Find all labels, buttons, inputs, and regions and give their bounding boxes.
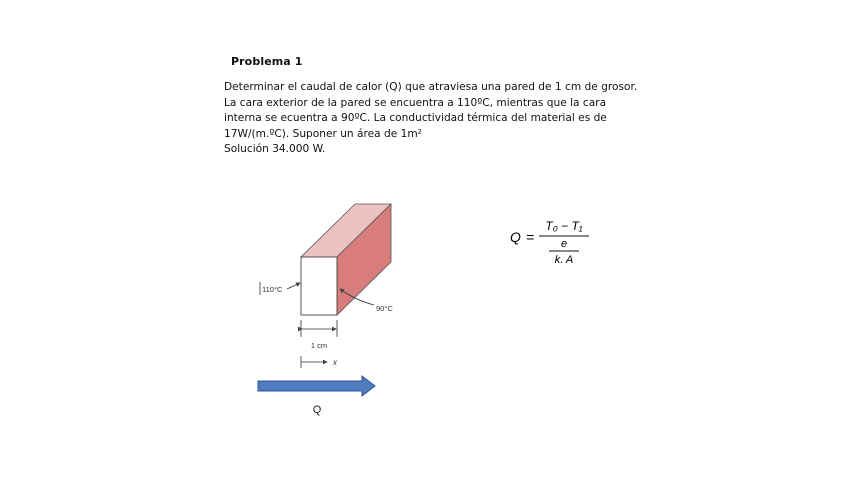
outer-temp-label: 110°C bbox=[262, 285, 283, 294]
formula-equals: = bbox=[526, 229, 535, 245]
formula-inner-numerator: e bbox=[560, 238, 568, 250]
statement-line-4: 17W/(m.ºC). Suponer un área de 1m² bbox=[224, 127, 422, 140]
wall-front-face bbox=[301, 257, 337, 315]
solution-line: Solución 34.000 W. bbox=[224, 143, 326, 156]
thickness-label: 1 cm bbox=[310, 341, 328, 350]
formula-numerator: T₀ − T₁ bbox=[545, 219, 583, 233]
statement-line-1: Determinar el caudal de calor (Q) que atraviesa una pared de 1 cm de grosor. bbox=[224, 81, 638, 93]
x-axis-label: x bbox=[333, 358, 337, 367]
statement-line-2: La cara exterior de la pared se encuentra a 110ºC, mientras que la cara bbox=[224, 96, 607, 109]
problem-title: Problema 1 bbox=[231, 55, 303, 68]
heat-flux-formula bbox=[510, 219, 589, 266]
heat-flow-label: Q bbox=[312, 404, 322, 416]
formula-inner-denominator: k. A bbox=[554, 254, 574, 266]
heat-flow-arrow bbox=[258, 376, 375, 396]
formula-lhs: Q bbox=[510, 229, 521, 245]
outer-temp-arrow bbox=[287, 283, 300, 289]
inner-temp-label: 90°C bbox=[376, 304, 393, 313]
statement-line-3: interna se ecuentra a 90ºC. La conductividad térmica del material es de bbox=[224, 112, 607, 125]
